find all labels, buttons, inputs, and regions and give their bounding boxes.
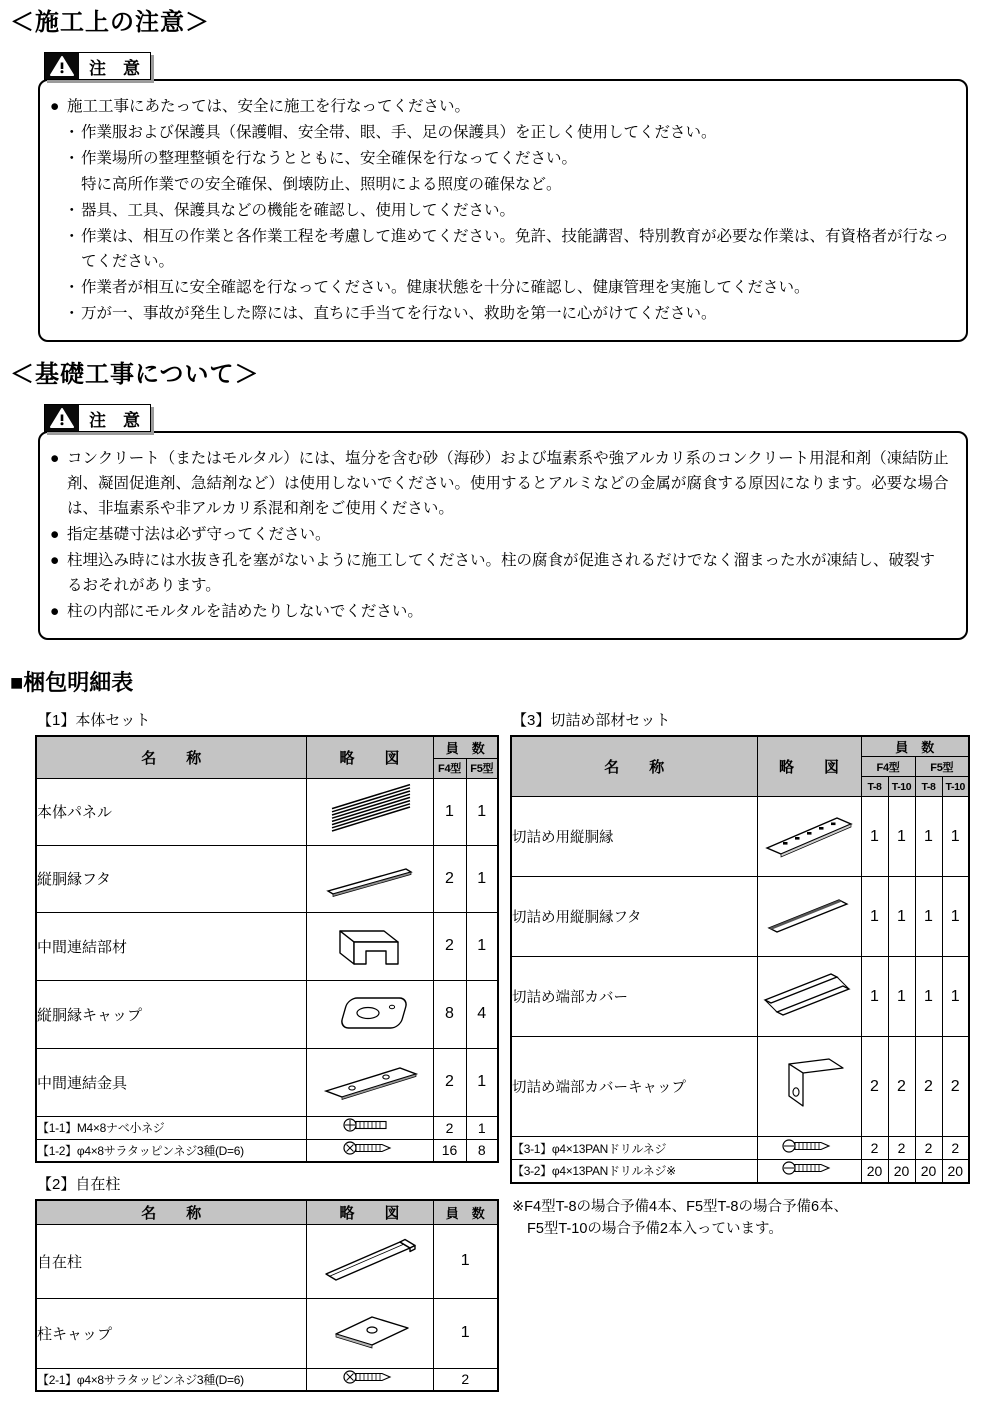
qty-f4: 2 [433, 845, 466, 912]
cover-strip-icon [318, 851, 422, 901]
qty-f5-t8: 1 [915, 797, 942, 877]
table-row [36, 778, 498, 845]
bullet: ・ [64, 202, 80, 219]
table-row [511, 877, 969, 957]
channel-joint-diagram [306, 912, 433, 980]
caution-text-line: 作業場所の整理整頓を行なうとともに、安全確保を行なってください。 [81, 150, 578, 167]
qty-f5-t8: 1 [915, 877, 942, 957]
caution-item [50, 94, 950, 119]
tapping-screw-diagram [306, 1139, 433, 1162]
bullet: ● [50, 450, 60, 467]
bullet: ・ [64, 305, 80, 322]
post-icon [316, 1228, 424, 1290]
qty-f5: 1 [466, 845, 498, 912]
caution-item [50, 599, 950, 624]
part-name: 切詰め端部カバー [511, 957, 757, 1037]
qty-f5-t8: 20 [915, 1160, 942, 1183]
part-name: 柱キャップ [36, 1298, 306, 1368]
table-row [36, 1116, 498, 1139]
caution-item [50, 548, 950, 598]
part-name: 縦胴縁フタ [36, 845, 306, 912]
warning-triangle-icon [45, 53, 79, 79]
cut-cover-strip-diagram [757, 877, 861, 957]
bullet: ● [50, 526, 60, 543]
cap-plate-icon [318, 985, 422, 1039]
note-line: F5型T-10の場合予備2本入っています。 [527, 1220, 783, 1237]
caution-item [64, 120, 950, 145]
table-row [511, 1137, 969, 1160]
part-name: 【1-1】M4×8ナベ小ネジ [36, 1116, 306, 1139]
cut-channel-diagram [757, 797, 861, 877]
caution-section-1 [38, 52, 968, 342]
part-name: 切詰め用縦胴縁フタ [511, 877, 757, 957]
part-name: 縦胴縁キャップ [36, 980, 306, 1048]
caution-item [50, 522, 950, 547]
post-cap-diagram [306, 1298, 433, 1368]
qty-f5: 4 [466, 980, 498, 1048]
col-header-f4: F4型 [861, 757, 915, 777]
caution-text-line: 作業者が相互に安全確認を行なってください。健康状態を十分に確認し、健康管理を実施してください。 [81, 279, 810, 296]
table3-caption: 【3】切詰め部材セット [512, 712, 671, 729]
qty-f4: 8 [433, 980, 466, 1048]
part-name: 自在柱 [36, 1224, 306, 1298]
col-header-diagram: 略 図 [306, 736, 433, 778]
cut-channel-icon [761, 806, 857, 862]
col-header-t10-f5: T-10 [942, 777, 969, 797]
col-header-name: 名 称 [36, 1200, 306, 1224]
drill-screw-icon [781, 1160, 837, 1176]
qty-f5-t10: 1 [942, 877, 969, 957]
caution-text-line: 柱埋込み時には水抜き孔を塞がないように施工してください。柱の腐食が促進されるだけでなく溜まった水が凍結し、破裂するおそれがあります。 [67, 552, 936, 594]
bullet: ・ [64, 279, 80, 296]
qty: 1 [433, 1224, 498, 1298]
caution-item [64, 146, 950, 171]
qty-f4-t8: 2 [861, 1137, 888, 1160]
part-name: 【2-1】φ4×8サラタッピンネジ3種(D=6) [36, 1368, 306, 1391]
caution-text-line: 施工工事にあたっては、安全に施工を行なってください。 [67, 98, 471, 115]
qty-f4: 2 [433, 912, 466, 980]
table1-caption: 【1】本体セット [37, 712, 151, 729]
caution-box [38, 79, 968, 342]
warning-triangle-icon [45, 405, 79, 431]
qty-f4-t8: 1 [861, 797, 888, 877]
caution-item [50, 446, 950, 521]
qty-f5: 1 [466, 1116, 498, 1139]
table2-caption: 【2】自在柱 [37, 1176, 121, 1193]
caution-text-line: 作業服および保護具（保護帽、安全帯、眼、手、足の保護具）を正しく使用してください。 [81, 124, 717, 141]
post-cap-icon [320, 1304, 420, 1358]
table-row [511, 1160, 969, 1183]
qty-f5-t10: 1 [942, 957, 969, 1037]
qty: 1 [433, 1298, 498, 1368]
caution-item [64, 198, 950, 223]
cut-parts-set-table [510, 735, 970, 1184]
qty-f4: 16 [433, 1139, 466, 1162]
qty-f5: 1 [466, 1048, 498, 1116]
qty-f4-t10: 1 [888, 957, 915, 1037]
col-header-qty: 員 数 [433, 736, 498, 758]
caution-text-line: 器具、工具、保護具などの機能を確認し、使用してください。 [81, 202, 516, 219]
table-row [511, 1037, 969, 1137]
qty-f5-t8: 2 [915, 1037, 942, 1137]
tapping-screw-diagram [306, 1368, 433, 1391]
table-row [36, 1298, 498, 1368]
bullet: ・ [64, 124, 80, 141]
col-header-diagram: 略 図 [306, 1200, 433, 1224]
caution-label: 注 意 [89, 58, 140, 78]
qty-f5-t10: 2 [942, 1037, 969, 1137]
packing-list-title: ■梱包明細表 [10, 670, 134, 695]
part-name: 中間連結金具 [36, 1048, 306, 1116]
panel-stack-diagram [306, 778, 433, 845]
drill-screw-icon [781, 1138, 837, 1154]
qty-f4-t8: 2 [861, 1037, 888, 1137]
qty-f4-t10: 1 [888, 797, 915, 877]
qty-f5: 8 [466, 1139, 498, 1162]
panel-stack-icon [318, 782, 422, 836]
caution-badge [44, 52, 151, 80]
end-cover-cap-diagram [757, 1037, 861, 1137]
part-name: 切詰め用縦胴縁 [511, 797, 757, 877]
col-header-t10-f4: T-10 [888, 777, 915, 797]
pan-screw-icon [342, 1117, 398, 1133]
col-header-diagram: 略 図 [757, 736, 861, 797]
end-cover-cap-icon [767, 1050, 851, 1118]
packing-left-column [35, 709, 497, 1392]
caution-box [38, 431, 968, 640]
caution-text-line: コンクリート（またはモルタル）には、塩分を含む砂（海砂）および塩素系や強アルカリ系のコンクリート用混和剤（凍結防止剤、凝固促進剤、急結剤など）は使用しないでください。使用するとアルミなどの金属が腐食する原因になります。必要な場合は、非塩素系や非アルカリ系混和剤をご使用ください。 [67, 450, 949, 517]
drill-screw-diagram [757, 1160, 861, 1183]
table-row [36, 912, 498, 980]
qty-f4-t10: 2 [888, 1037, 915, 1137]
table-row [36, 1139, 498, 1162]
qty-f5-t10: 2 [942, 1137, 969, 1160]
main-body-set-table [35, 735, 499, 1163]
col-header-t8-f5: T-8 [915, 777, 942, 797]
caution-text-line: 指定基礎寸法は必ず守ってください。 [67, 526, 331, 543]
post-diagram [306, 1224, 433, 1298]
part-name: 切詰め端部カバーキャップ [511, 1037, 757, 1137]
part-name: 本体パネル [36, 778, 306, 845]
qty-f4-t8: 1 [861, 877, 888, 957]
caution-label: 注 意 [89, 410, 140, 430]
drill-screw-diagram [757, 1137, 861, 1160]
qty-f4-t8: 1 [861, 957, 888, 1037]
qty-f4-t8: 20 [861, 1160, 888, 1183]
qty-f5: 1 [466, 778, 498, 845]
channel-joint-icon [318, 917, 422, 971]
col-header-f5: F5型 [466, 758, 498, 778]
caution-item [64, 172, 950, 197]
section-title-construction: ＜施工上の注意＞ [10, 9, 210, 36]
col-header-f4: F4型 [433, 758, 466, 778]
qty-f4-t10: 2 [888, 1137, 915, 1160]
free-post-table [35, 1199, 499, 1392]
qty-f5-t8: 1 [915, 957, 942, 1037]
bullet: ・ [64, 150, 80, 167]
caution-text-line: 作業は、相互の作業と各作業工程を考慮して進めてください。免許、技能講習、特別教育が必要な作業は、有資格者が行なってください。 [81, 228, 950, 270]
part-name: 【3-2】φ4×13PANドリルネジ※ [511, 1160, 757, 1183]
qty-f5-t10: 20 [942, 1160, 969, 1183]
packing-right-column [510, 709, 968, 1240]
cap-plate-diagram [306, 980, 433, 1048]
spare-parts-note [512, 1196, 968, 1240]
qty-f5-t8: 2 [915, 1137, 942, 1160]
qty-f4: 2 [433, 1116, 466, 1139]
caution-section-2 [38, 404, 968, 640]
caution-item [64, 301, 950, 326]
caution-text-line: 柱の内部にモルタルを詰めたりしないでください。 [67, 603, 423, 620]
joint-plate-icon [318, 1053, 422, 1107]
table-row [36, 980, 498, 1048]
table-row [36, 1048, 498, 1116]
bullet: ・ [64, 228, 80, 245]
cover-strip-diagram [306, 845, 433, 912]
part-name: 中間連結部材 [36, 912, 306, 980]
bullet: ● [50, 98, 60, 115]
table-row [511, 957, 969, 1037]
caution-badge [44, 404, 151, 432]
part-name: 【1-2】φ4×8サラタッピンネジ3種(D=6) [36, 1139, 306, 1162]
col-header-name: 名 称 [511, 736, 757, 797]
col-header-t8-f4: T-8 [861, 777, 888, 797]
caution-text-line: 特に高所作業での安全確保、倒壊防止、照明による照度の確保など。 [81, 176, 562, 193]
pan-screw-diagram [306, 1116, 433, 1139]
caution-item [64, 275, 950, 300]
col-header-f5: F5型 [915, 757, 969, 777]
table-row [36, 1368, 498, 1391]
col-header-qty: 員 数 [433, 1200, 498, 1224]
note-line: ※F4型T-8の場合予備4本、F5型T-8の場合予備6本、 [512, 1198, 849, 1215]
qty-f4: 2 [433, 1048, 466, 1116]
tapping-screw-icon [342, 1140, 398, 1156]
col-header-qty: 員 数 [861, 736, 969, 757]
bullet: ● [50, 552, 60, 569]
bullet: ● [50, 603, 60, 620]
qty: 2 [433, 1368, 498, 1391]
caution-item [64, 224, 950, 274]
table-row [511, 797, 969, 877]
qty-f5-t10: 1 [942, 797, 969, 877]
cut-cover-strip-icon [761, 888, 857, 940]
part-name: 【3-1】φ4×13PANドリルネジ [511, 1137, 757, 1160]
qty-f5: 1 [466, 912, 498, 980]
col-header-name: 名 称 [36, 736, 306, 778]
end-cover-icon [761, 966, 857, 1022]
end-cover-diagram [757, 957, 861, 1037]
qty-f4-t10: 1 [888, 877, 915, 957]
qty-f4: 1 [433, 778, 466, 845]
section-title-foundation: ＜基礎工事について＞ [10, 361, 260, 388]
caution-text-line: 万が一、事故が発生した際には、直ちに手当てを行ない、救助を第一に心がけてください。 [81, 305, 717, 322]
qty-f4-t10: 20 [888, 1160, 915, 1183]
table-row [36, 1224, 498, 1298]
bullet [64, 172, 81, 197]
tapping-screw-icon [342, 1369, 398, 1385]
table-row [36, 845, 498, 912]
packing-tables [35, 709, 974, 1392]
joint-plate-diagram [306, 1048, 433, 1116]
